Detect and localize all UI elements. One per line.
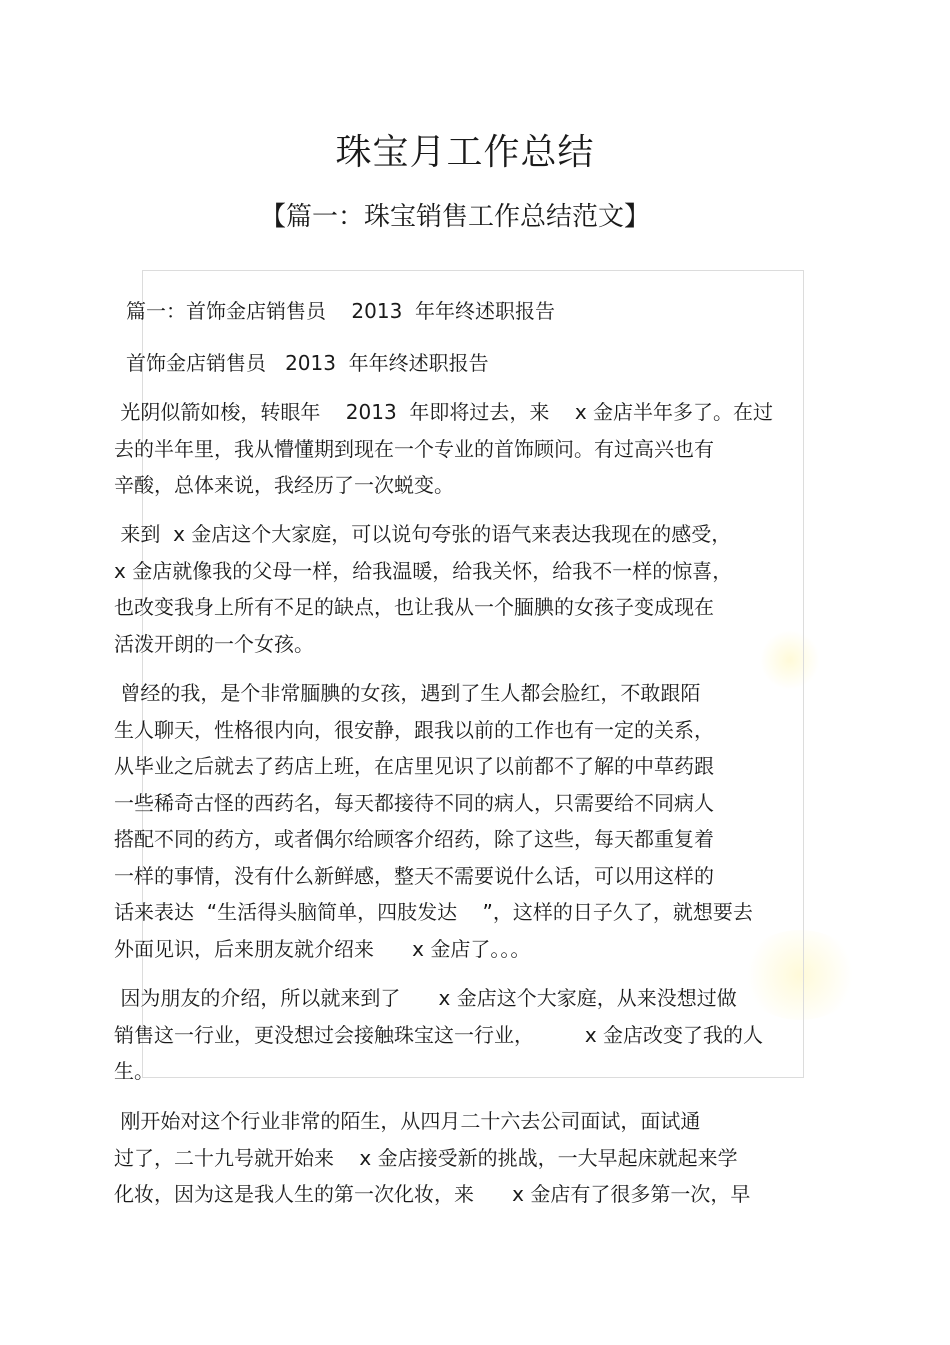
paragraph-line: 曾经的我，是个非常腼腆的女孩，遇到了生人都会脸红，不敢跟陌	[114, 681, 701, 705]
section-heading: 篇一：首饰金店销售员 2013 年年终述职报告	[126, 299, 556, 323]
document-title: 珠宝月工作总结	[335, 132, 595, 173]
paragraph-line: 话来表达 “生活得头脑简单，四肢发达 ”，这样的日子久了，就想要去	[114, 900, 753, 924]
paragraph-line: 也改变我身上所有不足的缺点，也让我从一个腼腆的女孩子变成现在	[114, 595, 714, 619]
paragraph-line: 一样的事情，没有什么新鲜感，整天不需要说什么话，可以用这样的	[114, 863, 714, 888]
paragraph-line: 一些稀奇古怪的西药名，每天都接待不同的病人，只需要给不同病人	[114, 790, 714, 815]
paragraph-line: 化妆，因为这是我人生的第一次化妆，来 x 金店有了很多第一次，早	[114, 1182, 751, 1206]
document-subtitle: 【篇一：珠宝销售工作总结范文】	[259, 202, 650, 232]
paragraph-line: 生。	[114, 1059, 154, 1083]
paragraph-1	[114, 394, 834, 504]
paragraph-line: 从毕业之后就去了药店上班，在店里见识了以前都不了解的中草药跟	[114, 754, 714, 778]
paragraph-line: 生人聊天，性格很内向，很安静，跟我以前的工作也有一定的关系，	[114, 717, 714, 742]
paragraph-line: 因为朋友的介绍，所以就来到了 x 金店这个大家庭，从来没想过做	[114, 986, 737, 1010]
paragraph-5	[114, 1103, 834, 1213]
report-heading: 首饰金店销售员 2013 年年终述职报告	[126, 351, 489, 375]
paragraph-4	[114, 980, 834, 1090]
paragraph-line: 搭配不同的药方，或者偶尔给顾客介绍药，除了这些，每天都重复着	[114, 827, 714, 851]
paragraph-line: x 金店就像我的父母一样，给我温暖，给我关怀，给我不一样的惊喜，	[114, 558, 733, 583]
paragraph-line: 活泼开朗的一个女孩。	[114, 631, 314, 656]
paragraph-2	[114, 516, 834, 662]
paragraph-line: 光阴似箭如梭，转眼年 2013 年即将过去，来 x 金店半年多了。在过	[114, 400, 774, 424]
paragraph-line: 辛酸，总体来说，我经历了一次蜕变。	[114, 473, 454, 497]
paragraph-line: 销售这一行业，更没想过会接触珠宝这一行业， x 金店改变了我的人	[114, 1022, 764, 1047]
paragraph-line: 过了，二十九号就开始来 x 金店接受新的挑战，一大早起床就起来学	[114, 1145, 738, 1170]
paragraph-line: 来到 x 金店这个大家庭，可以说句夸张的语气来表达我现在的感受，	[114, 522, 732, 546]
paragraph-line: 刚开始对这个行业非常的陌生，从四月二十六去公司面试，面试通	[114, 1109, 701, 1133]
paragraph-line: 去的半年里，我从懵懂期到现在一个专业的首饰顾问。有过高兴也有	[114, 436, 714, 461]
paragraph-3	[114, 675, 834, 967]
paragraph-line: 外面见识，后来朋友就介绍来 x 金店了。。。	[114, 936, 531, 961]
